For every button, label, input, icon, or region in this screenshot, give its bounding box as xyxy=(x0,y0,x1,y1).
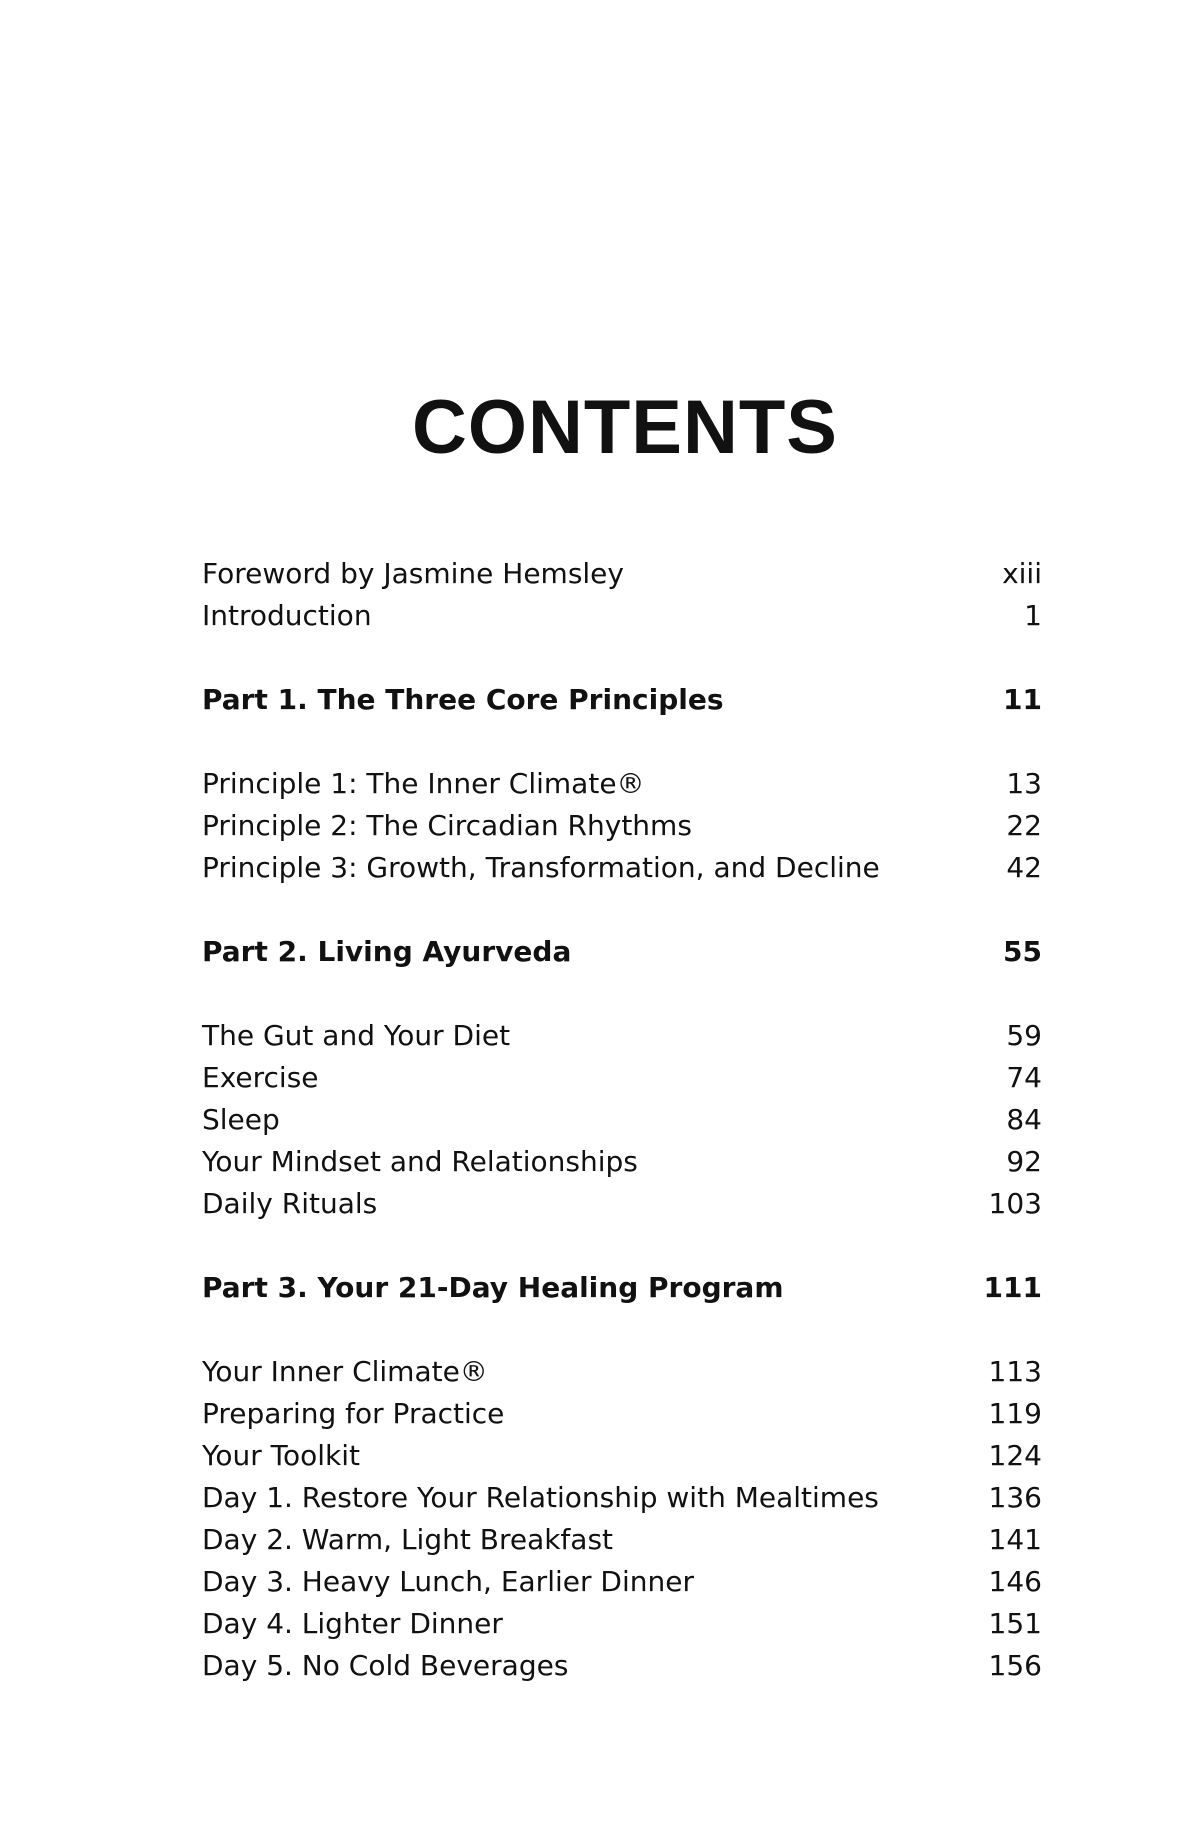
toc-entry-page: 136 xyxy=(988,1481,1042,1514)
toc-entry-label: Day 3. Heavy Lunch, Earlier Dinner xyxy=(202,1565,694,1598)
toc-part-page: 111 xyxy=(983,1271,1042,1304)
toc-part-page: 11 xyxy=(1003,683,1042,716)
toc-entry[interactable] xyxy=(202,805,1042,847)
toc-part-1[interactable] xyxy=(202,679,1042,721)
toc-entry-label: Day 2. Warm, Light Breakfast xyxy=(202,1523,614,1556)
toc-entry-page: 74 xyxy=(1006,1061,1042,1094)
toc-entry[interactable] xyxy=(202,1099,1042,1141)
toc-entry-label: Day 1. Restore Your Relationship with Mealtimes xyxy=(202,1481,879,1514)
toc-entry-page: 141 xyxy=(988,1523,1042,1556)
toc-entry-page: 59 xyxy=(1006,1019,1042,1052)
toc-entry[interactable] xyxy=(202,1435,1042,1477)
toc-entry[interactable] xyxy=(202,1477,1042,1519)
toc-entry[interactable] xyxy=(202,1519,1042,1561)
toc-entry-page: 124 xyxy=(988,1439,1042,1472)
toc-entry-page: 151 xyxy=(988,1607,1042,1640)
toc-entry[interactable] xyxy=(202,1183,1042,1225)
toc-entry[interactable] xyxy=(202,1603,1042,1645)
toc-part-2[interactable] xyxy=(202,931,1042,973)
toc-entry-page: 156 xyxy=(988,1649,1042,1682)
toc-entry-label: Exercise xyxy=(202,1061,319,1094)
toc-entry-label: Daily Rituals xyxy=(202,1187,378,1220)
toc-entry[interactable] xyxy=(202,1561,1042,1603)
toc-entry[interactable] xyxy=(202,1015,1042,1057)
toc-entry-label: Principle 2: The Circadian Rhythms xyxy=(202,809,692,842)
toc-entry[interactable] xyxy=(202,1057,1042,1099)
toc-part-page: 55 xyxy=(1003,935,1042,968)
toc-part-label: Part 1. The Three Core Principles xyxy=(202,683,724,716)
toc-entry[interactable] xyxy=(202,1393,1042,1435)
toc-entry-label: Principle 1: The Inner Climate® xyxy=(202,767,645,800)
toc-entry[interactable] xyxy=(202,1645,1042,1687)
toc-entry-label: Preparing for Practice xyxy=(202,1397,505,1430)
toc-entry[interactable] xyxy=(202,1351,1042,1393)
toc-entry-page: 1 xyxy=(1024,599,1042,632)
toc-part-label: Part 2. Living Ayurveda xyxy=(202,935,572,968)
toc-entry-page: 103 xyxy=(988,1187,1042,1220)
toc-entry-label: Day 5. No Cold Beverages xyxy=(202,1649,569,1682)
toc-entry-page: 42 xyxy=(1006,851,1042,884)
toc-part-3[interactable] xyxy=(202,1267,1042,1309)
toc-entry[interactable] xyxy=(202,763,1042,805)
toc-part-label: Part 3. Your 21-Day Healing Program xyxy=(202,1271,784,1304)
toc-entry[interactable] xyxy=(202,847,1042,889)
toc-entry-page: 146 xyxy=(988,1565,1042,1598)
toc-entry-foreword[interactable] xyxy=(202,553,1042,595)
toc-entry-label: Principle 3: Growth, Transformation, and Decline xyxy=(202,851,880,884)
toc-entry-label: Foreword by Jasmine Hemsley xyxy=(202,557,624,590)
table-of-contents xyxy=(202,553,1042,1687)
toc-entry-page: 113 xyxy=(988,1355,1042,1388)
toc-entry-page: xiii xyxy=(1002,557,1042,590)
toc-entry-label: Your Mindset and Relationships xyxy=(202,1145,638,1178)
toc-entry-page: 119 xyxy=(988,1397,1042,1430)
toc-entry-label: Sleep xyxy=(202,1103,280,1136)
toc-entry-page: 22 xyxy=(1006,809,1042,842)
toc-entry-label: The Gut and Your Diet xyxy=(202,1019,511,1052)
toc-entry-label: Introduction xyxy=(202,599,372,632)
toc-entry-page: 13 xyxy=(1006,767,1042,800)
toc-entry-label: Day 4. Lighter Dinner xyxy=(202,1607,503,1640)
toc-entry-introduction[interactable] xyxy=(202,595,1042,637)
toc-entry-page: 92 xyxy=(1006,1145,1042,1178)
toc-entry[interactable] xyxy=(202,1141,1042,1183)
toc-entry-label: Your Inner Climate® xyxy=(202,1355,488,1388)
toc-entry-page: 84 xyxy=(1006,1103,1042,1136)
page-title: CONTENTS xyxy=(412,385,838,470)
toc-entry-label: Your Toolkit xyxy=(202,1439,361,1472)
